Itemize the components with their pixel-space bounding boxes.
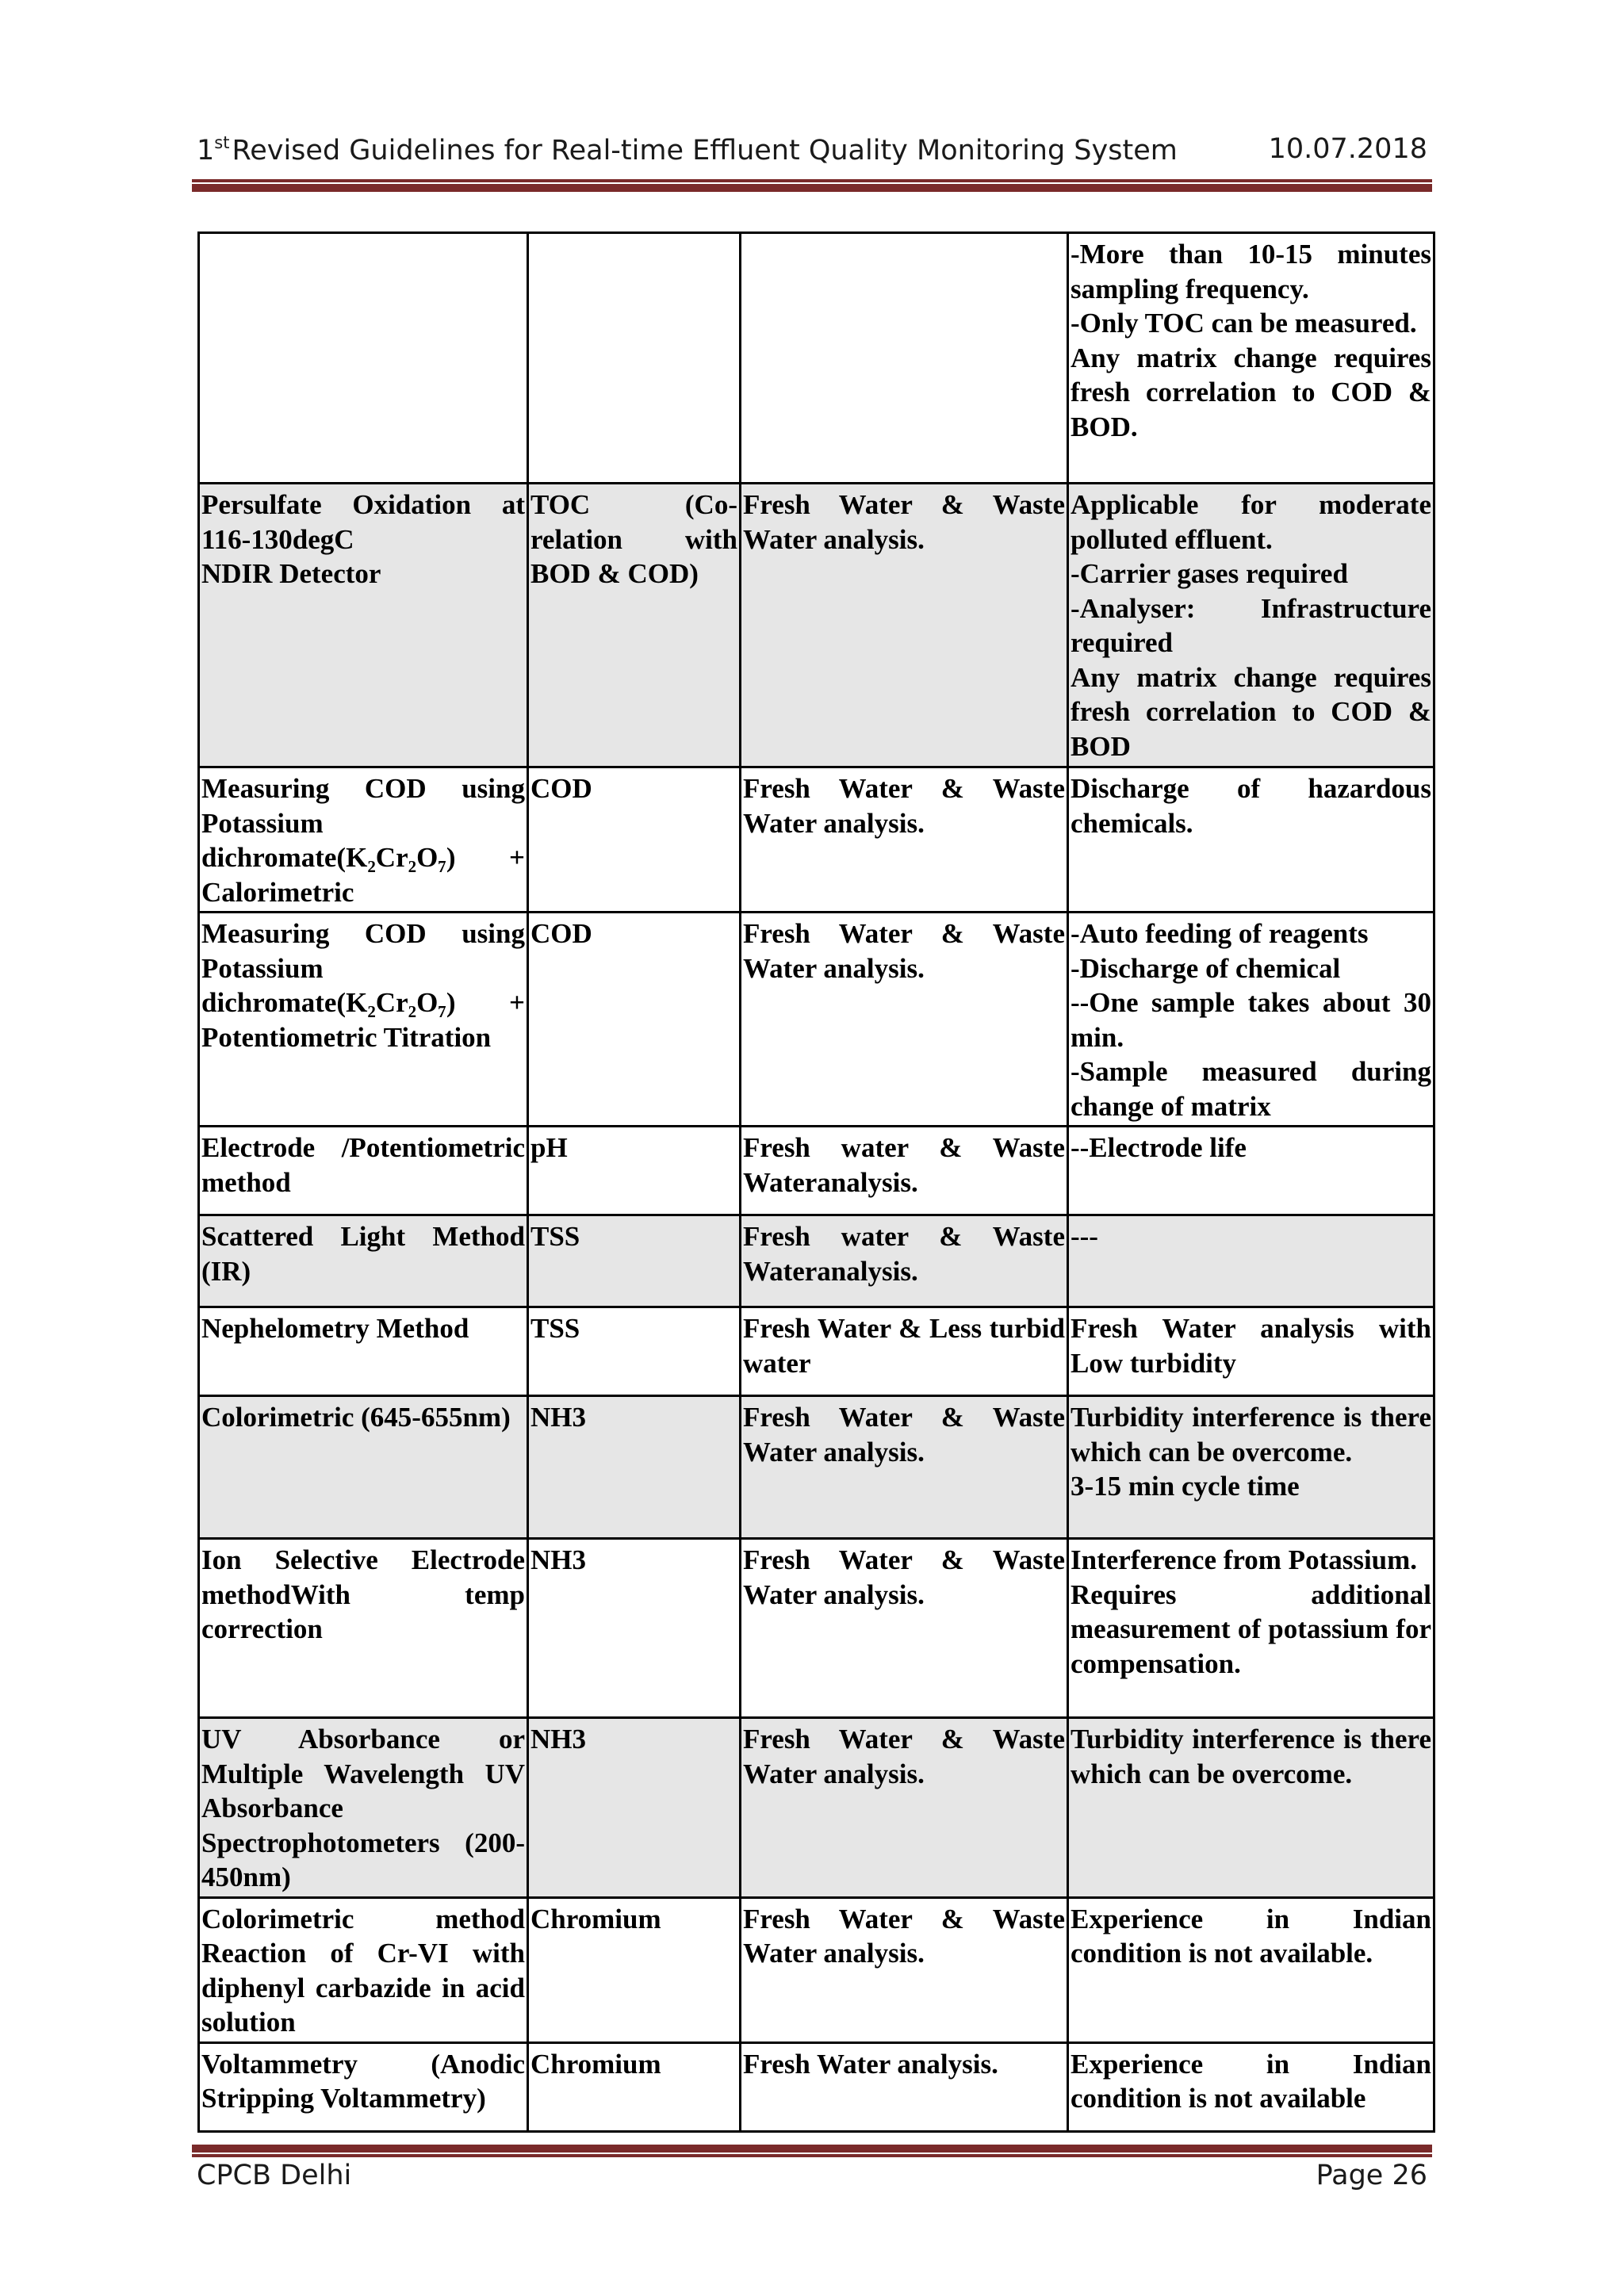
cell-text: UV Absorbance or Multiple Wavelength UV Absorbance Spectrophotometers (200-450nm) bbox=[201, 1724, 525, 1892]
application-cell bbox=[741, 1897, 1068, 2042]
remarks-cell bbox=[1068, 1127, 1434, 1215]
parameter-cell bbox=[528, 1539, 741, 1718]
footer-page-number: Page 26 bbox=[1316, 2160, 1427, 2191]
cell-text: Colorimetric (645-655nm) bbox=[201, 1402, 511, 1433]
application-cell bbox=[741, 2042, 1068, 2131]
header-rule-thin bbox=[192, 179, 1432, 182]
cell-text: pH bbox=[530, 1132, 568, 1163]
table-row bbox=[199, 1307, 1434, 1396]
cell-text: Turbidity interference is there which can be overcome. bbox=[1071, 1724, 1431, 1789]
methods-table-body bbox=[199, 233, 1434, 2132]
application-cell bbox=[741, 1215, 1068, 1307]
application-cell bbox=[741, 767, 1068, 913]
remarks-cell bbox=[1068, 913, 1434, 1127]
cell-text: --Electrode life bbox=[1071, 1132, 1247, 1163]
cell-text: -More than 10-15 minutes sampling frequency. bbox=[1071, 239, 1431, 304]
table-row bbox=[199, 233, 1434, 484]
method-cell bbox=[199, 1718, 528, 1898]
method-cell bbox=[199, 913, 528, 1127]
remarks-cell bbox=[1068, 1718, 1434, 1898]
remarks-cell bbox=[1068, 1215, 1434, 1307]
cell-text: Applicable for moderate polluted effluent. bbox=[1071, 489, 1431, 555]
remarks-cell bbox=[1068, 1307, 1434, 1396]
footer-organization: CPCB Delhi bbox=[197, 2160, 352, 2191]
cell-text: Electrode /Potentiometric method bbox=[201, 1132, 525, 1198]
cell-text: TSS bbox=[530, 1313, 580, 1344]
cell-text: Fresh Water & Waste Water analysis. bbox=[743, 918, 1065, 984]
cell-text: Fresh Water & Waste Water analysis. bbox=[743, 1544, 1065, 1610]
cell-text: Any matrix change requires fresh correlation to COD & BOD bbox=[1071, 661, 1431, 762]
header-title bbox=[197, 133, 1178, 166]
parameter-cell bbox=[528, 913, 741, 1127]
header-date: 10.07.2018 bbox=[1268, 133, 1427, 165]
table-row bbox=[199, 1897, 1434, 2042]
footer-rule-thin bbox=[192, 2154, 1432, 2157]
cell-text: Fresh Water & Waste Water analysis. bbox=[743, 1903, 1065, 1969]
table-row bbox=[199, 1396, 1434, 1539]
application-cell bbox=[741, 1539, 1068, 1718]
cell-text: Fresh Water & Waste Water analysis. bbox=[743, 773, 1065, 839]
cell-text: -Auto feeding of reagents bbox=[1071, 918, 1369, 949]
cell-text: NH3 bbox=[530, 1544, 586, 1575]
cell-text: Fresh Water & Waste Water analysis. bbox=[743, 1402, 1065, 1468]
cell-text: COD bbox=[530, 773, 592, 804]
method-cell bbox=[199, 484, 528, 767]
application-cell bbox=[741, 1127, 1068, 1215]
table-row bbox=[199, 767, 1434, 913]
cell-text: Colorimetric method Reaction of Cr-VI with diphenyl carbazide in acid solution bbox=[201, 1903, 525, 2038]
cell-text: Any matrix change requires fresh correlation to COD & BOD. bbox=[1071, 342, 1431, 442]
cell-text: -Analyser: Infrastructure required bbox=[1071, 592, 1431, 658]
cell-text: Chromium bbox=[530, 1903, 661, 1934]
cell-text: Fresh water & Waste Wateranalysis. bbox=[743, 1221, 1065, 1287]
remarks-cell bbox=[1068, 484, 1434, 767]
cell-text: NDIR Detector bbox=[201, 558, 381, 589]
cell-text: NH3 bbox=[530, 1402, 586, 1433]
parameter-cell bbox=[528, 484, 741, 767]
table-row bbox=[199, 484, 1434, 767]
cell-text: Fresh Water analysis with Low turbidity bbox=[1071, 1313, 1431, 1379]
cell-text: -Sample measured during change of matrix bbox=[1071, 1056, 1431, 1122]
application-cell bbox=[741, 1307, 1068, 1396]
parameter-cell bbox=[528, 1718, 741, 1898]
cell-text: Persulfate Oxidation at 116-130degC bbox=[201, 489, 525, 555]
cell-text: Experience in Indian condition is not available. bbox=[1071, 1903, 1431, 1969]
parameter-cell bbox=[528, 233, 741, 484]
table-row bbox=[199, 1539, 1434, 1718]
page-header bbox=[197, 133, 1427, 173]
cell-text: Fresh Water & Waste Water analysis. bbox=[743, 1724, 1065, 1789]
method-cell bbox=[199, 233, 528, 484]
cell-text: Fresh Water & Less turbid water bbox=[743, 1313, 1065, 1379]
cell-text: Interference from Potassium. bbox=[1071, 1544, 1418, 1575]
cell-text: Fresh Water & Waste Water analysis. bbox=[743, 489, 1065, 555]
remarks-cell bbox=[1068, 1396, 1434, 1539]
application-cell bbox=[741, 913, 1068, 1127]
remarks-cell bbox=[1068, 1897, 1434, 2042]
header-title-text: Revised Guidelines for Real-time Effluent Quality Monitoring System bbox=[232, 135, 1178, 166]
cell-text: Measuring COD using Potassium dichromate(K₂Cr₂O₇) + Potentiometric Titration bbox=[201, 918, 525, 1053]
table-row bbox=[199, 1718, 1434, 1898]
cell-text: Measuring COD using Potassium dichromate(K₂Cr₂O₇) + Calorimetric bbox=[201, 773, 525, 908]
remarks-cell bbox=[1068, 2042, 1434, 2131]
application-cell bbox=[741, 1718, 1068, 1898]
cell-text: -Discharge of chemical bbox=[1071, 952, 1341, 984]
page-footer bbox=[197, 2160, 1427, 2199]
table-row bbox=[199, 2042, 1434, 2131]
cell-text: Nephelometry Method bbox=[201, 1313, 469, 1344]
parameter-cell bbox=[528, 1396, 741, 1539]
cell-text: --One sample takes about 30 min. bbox=[1071, 987, 1431, 1053]
parameter-cell bbox=[528, 1127, 741, 1215]
cell-text: Voltammetry (Anodic Stripping Voltammetry) bbox=[201, 2048, 525, 2114]
parameter-cell bbox=[528, 2042, 741, 2131]
cell-text: Experience in Indian condition is not available bbox=[1071, 2048, 1431, 2114]
table-row bbox=[199, 913, 1434, 1127]
cell-text: 3-15 min cycle time bbox=[1071, 1471, 1300, 1502]
method-cell bbox=[199, 1127, 528, 1215]
method-cell bbox=[199, 1539, 528, 1718]
application-cell bbox=[741, 233, 1068, 484]
methods-table bbox=[197, 232, 1435, 2133]
remarks-cell bbox=[1068, 767, 1434, 913]
parameter-cell bbox=[528, 1307, 741, 1396]
cell-text: -Only TOC can be measured. bbox=[1071, 308, 1417, 339]
application-cell bbox=[741, 484, 1068, 767]
method-cell bbox=[199, 1396, 528, 1539]
cell-text: Fresh water & Waste Wateranalysis. bbox=[743, 1132, 1065, 1198]
application-cell bbox=[741, 1396, 1068, 1539]
header-title-superscript: st bbox=[214, 133, 230, 152]
table-row bbox=[199, 1127, 1434, 1215]
cell-text: Fresh Water analysis. bbox=[743, 2048, 998, 2080]
method-cell bbox=[199, 1307, 528, 1396]
cell-text: Ion Selective Electrode methodWith temp correction bbox=[201, 1544, 525, 1644]
table-row bbox=[199, 1215, 1434, 1307]
header-rule-thick bbox=[192, 184, 1432, 192]
cell-text: --- bbox=[1071, 1221, 1098, 1252]
footer-rule-thick bbox=[192, 2145, 1432, 2152]
method-cell bbox=[199, 2042, 528, 2131]
cell-text: TSS bbox=[530, 1221, 580, 1252]
header-title-prefix: 1 bbox=[197, 135, 215, 166]
cell-text: COD bbox=[530, 918, 592, 949]
cell-text: TOC (Co-relation with BOD & COD) bbox=[530, 489, 737, 589]
cell-text: Discharge of hazardous chemicals. bbox=[1071, 773, 1431, 839]
parameter-cell bbox=[528, 1215, 741, 1307]
method-cell bbox=[199, 1215, 528, 1307]
cell-text: -Carrier gases required bbox=[1071, 558, 1348, 589]
parameter-cell bbox=[528, 767, 741, 913]
cell-text: Turbidity interference is there which can be overcome. bbox=[1071, 1402, 1431, 1468]
cell-text: Chromium bbox=[530, 2048, 661, 2080]
cell-text: NH3 bbox=[530, 1724, 586, 1755]
cell-text: Scattered Light Method (IR) bbox=[201, 1221, 525, 1287]
remarks-cell bbox=[1068, 233, 1434, 484]
parameter-cell bbox=[528, 1897, 741, 2042]
method-cell bbox=[199, 767, 528, 913]
remarks-cell bbox=[1068, 1539, 1434, 1718]
cell-text: Requires additional measurement of potassium for compensation. bbox=[1071, 1578, 1431, 1679]
method-cell bbox=[199, 1897, 528, 2042]
